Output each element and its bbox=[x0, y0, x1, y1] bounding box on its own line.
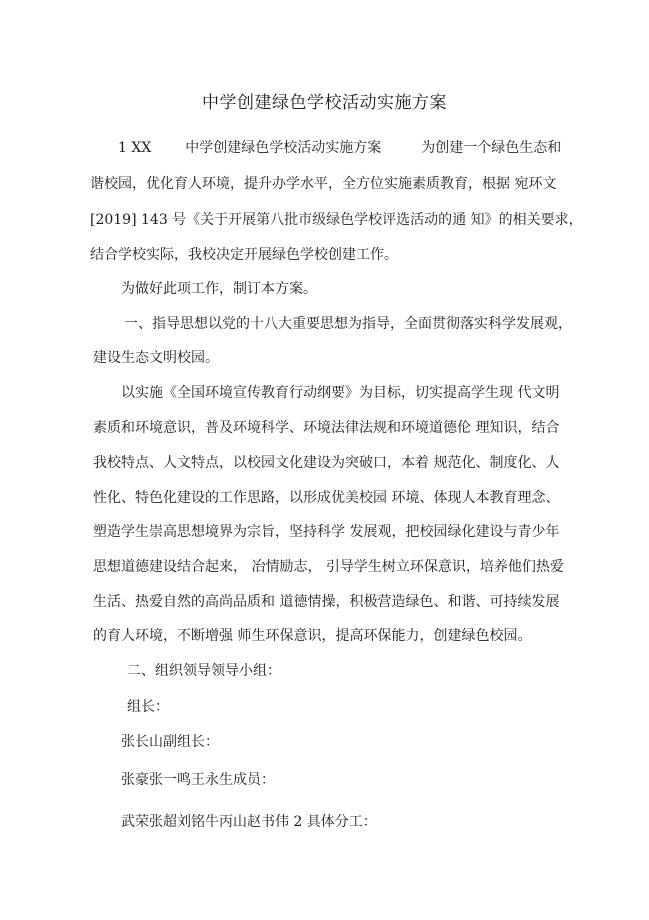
intro-line: 谐校园，优化育人环境，提升办学水平，全方位实施素质教育，根据 宛环文 bbox=[90, 176, 557, 192]
intro-lead: 为创建一个绿色生态和 bbox=[421, 140, 562, 156]
goal-line: 塑造学生崇高思想境界为宗旨，坚持科学 发展观，把校园绿化建设与青少年 bbox=[93, 524, 560, 540]
purpose-line: 为做好此项工作，制订本方案。 bbox=[121, 281, 317, 297]
doc-subtitle: 中学创建绿色学校活动实施方案 bbox=[185, 140, 382, 156]
goal-line: 生活、热爱自然的高尚品质和 道德情操，积极营造绿色、和谐、可持续发展 bbox=[93, 594, 560, 610]
doc-number: 1 XX bbox=[118, 140, 152, 156]
member-line: 张长山副组长： bbox=[121, 734, 219, 750]
intro-line: [2019] 143 号《关于开展第八批市级绿色学校评选活动的通 知》的相关要求， bbox=[90, 212, 583, 228]
member-line: 武荣张超刘铭牛丙山赵书伟 2 具体分工： bbox=[121, 814, 377, 830]
intro-line: 结合学校实际，我校决定开展绿色学校创建工作。 bbox=[90, 247, 398, 263]
goal-line: 的育人环境，不断增强 师生环保意识，提高环保能力，创建绿色校园。 bbox=[93, 628, 532, 644]
member-line: 张豪张一鸣王永生成员： bbox=[121, 772, 275, 788]
goal-line: 素质和环境意识，普及环境科学、环境法律法规和环境道德伦 理知识，结合 bbox=[93, 420, 560, 436]
section1-heading: 一、指导思想以党的十八大重要思想为指导，全面贯彻落实科学发展观， bbox=[124, 316, 572, 332]
group-leader-label: 组长： bbox=[127, 699, 169, 715]
goal-line: 我校特点、人文特点，以校园文化建设为突破口，本着 规范化、制度化、人 bbox=[93, 455, 560, 471]
section1-line: 建设生态文明校园。 bbox=[93, 350, 219, 366]
goal-line: 以实施《全国环境宣传教育行动纲要》为目标，切实提高学生现 代文明 bbox=[121, 385, 560, 401]
goal-line: 性化、特色化建设的工作思路，以形成优美校园 环境、体现人本教育理念、 bbox=[93, 490, 560, 506]
document-title: 中学创建绿色学校活动实施方案 bbox=[202, 93, 447, 113]
section2-heading: 二、组织领导领导小组： bbox=[127, 663, 281, 679]
goal-line: 思想道德建设结合起来， 冶情励志， 引导学生树立环保意识，培养他们热爱 bbox=[93, 559, 564, 575]
header-line bbox=[118, 138, 561, 158]
